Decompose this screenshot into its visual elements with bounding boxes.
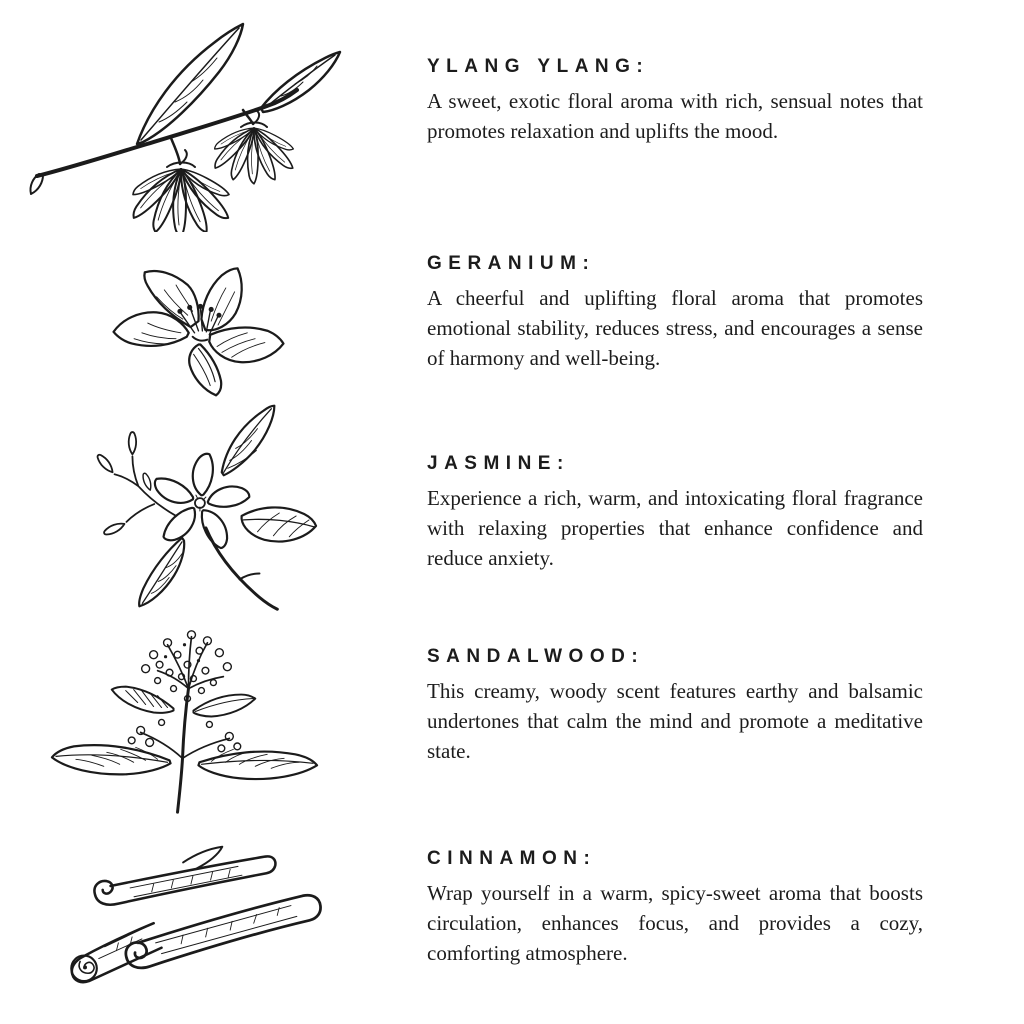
- ylang-ylang-illustration: [28, 14, 350, 232]
- scent-description-jasmine: Experience a rich, warm, and intoxicating floral fragrance with relaxing properties that enhance confidence and reduce anxiety.: [427, 486, 923, 570]
- scent-name-geranium: GERANIUM:: [427, 253, 596, 274]
- scent-entry-ylang-ylang: [427, 54, 923, 146]
- scent-entry-cinnamon: [427, 846, 923, 968]
- scent-name-cinnamon: CINNAMON:: [427, 848, 597, 869]
- geranium-illustration: [62, 243, 334, 409]
- scent-entry-jasmine: [427, 451, 923, 573]
- scent-name-jasmine: JASMINE:: [427, 453, 570, 474]
- scent-name-ylang-ylang: YLANG YLANG:: [427, 56, 650, 77]
- scent-description-geranium: A cheerful and uplifting floral aroma that promotes emotional stability, reduces stress, and encourages a sense of harmony and well-being.: [427, 286, 923, 370]
- cinnamon-illustration: [36, 828, 340, 992]
- scent-description-ylang-ylang: A sweet, exotic floral aroma with rich, sensual notes that promotes relaxation and uplifts the mood.: [427, 89, 923, 143]
- scent-description-sandalwood: This creamy, woody scent features earthy and balsamic undertones that calm the mind and promote a meditative state.: [427, 679, 923, 763]
- sandalwood-illustration: [42, 610, 326, 816]
- scent-name-sandalwood: SANDALWOOD:: [427, 646, 645, 667]
- scent-entry-geranium: [427, 251, 923, 373]
- scent-entry-sandalwood: [427, 644, 923, 766]
- jasmine-illustration: [55, 400, 323, 618]
- scent-description-cinnamon: Wrap yourself in a warm, spicy-sweet aroma that boosts circulation, enhances focus, and provides a cozy, comforting atmosphere.: [427, 881, 923, 965]
